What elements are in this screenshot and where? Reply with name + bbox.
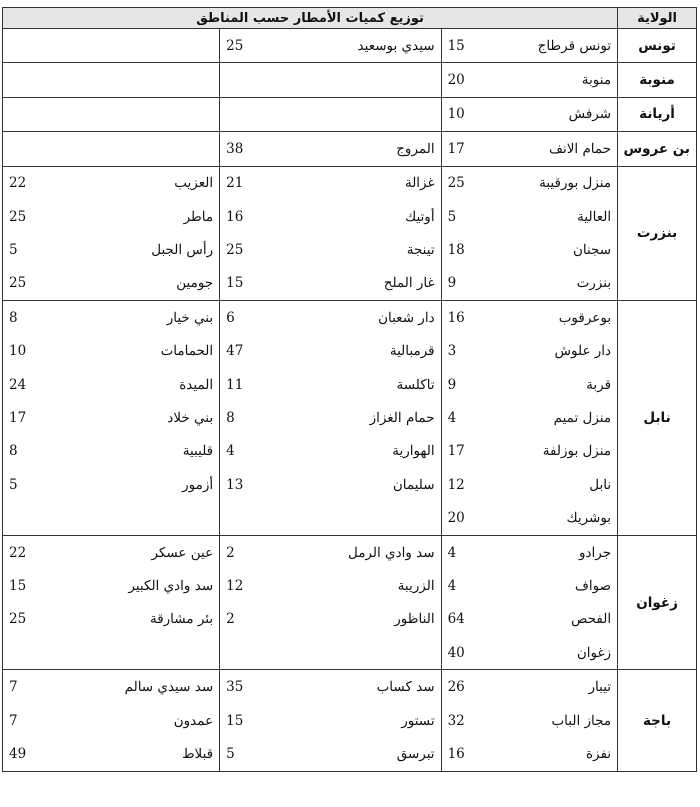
region-name: قربة bbox=[489, 368, 617, 401]
table-row bbox=[3, 200, 697, 233]
rainfall-value: 5 bbox=[3, 468, 51, 501]
rainfall-value: 6 bbox=[220, 301, 268, 335]
region-name: تونس قرطاج bbox=[489, 29, 617, 63]
rainfall-value: 49 bbox=[3, 737, 51, 771]
region-name: ماطر bbox=[51, 200, 220, 233]
region-name bbox=[51, 29, 220, 63]
region-name: غار الملح bbox=[268, 267, 441, 301]
table-row bbox=[3, 97, 697, 131]
table-row bbox=[3, 737, 697, 771]
rainfall-value bbox=[3, 132, 51, 166]
table-row bbox=[3, 704, 697, 737]
rainfall-value: 15 bbox=[220, 704, 268, 737]
rainfall-value bbox=[220, 63, 268, 97]
rainfall-value: 13 bbox=[220, 468, 268, 501]
rainfall-value: 16 bbox=[441, 737, 489, 771]
rainfall-value: 25 bbox=[220, 233, 268, 266]
rainfall-value: 15 bbox=[220, 267, 268, 301]
table-row bbox=[3, 435, 697, 468]
table-row bbox=[3, 267, 697, 301]
region-name bbox=[268, 501, 441, 535]
rainfall-value: 18 bbox=[441, 233, 489, 266]
governorate-cell: بنزرت bbox=[618, 166, 697, 301]
region-name: دار شعبان bbox=[268, 301, 441, 335]
governorate-cell: بن عروس bbox=[618, 132, 697, 166]
rainfall-value: 4 bbox=[441, 569, 489, 602]
region-name: نفزة bbox=[489, 737, 617, 771]
governorate-header: الولاية bbox=[618, 8, 697, 29]
region-name: سد كساب bbox=[268, 670, 441, 704]
rainfall-value: 5 bbox=[220, 737, 268, 771]
rainfall-value: 9 bbox=[441, 368, 489, 401]
region-name: الزريبة bbox=[268, 569, 441, 602]
region-name: صواف bbox=[489, 569, 617, 602]
region-name: الميدة bbox=[51, 368, 220, 401]
region-name: عين عسكر bbox=[51, 535, 220, 569]
region-name: منزل بوزلفة bbox=[489, 435, 617, 468]
region-name: سد سيدي سالم bbox=[51, 670, 220, 704]
rainfall-value: 47 bbox=[220, 335, 268, 368]
region-name: العالية bbox=[489, 200, 617, 233]
region-name bbox=[268, 636, 441, 670]
table-row bbox=[3, 401, 697, 434]
governorate-cell: منوبة bbox=[618, 63, 697, 97]
rainfall-value: 12 bbox=[441, 468, 489, 501]
region-name: أوتيك bbox=[268, 200, 441, 233]
region-name: تيبار bbox=[489, 670, 617, 704]
rainfall-value bbox=[3, 501, 51, 535]
region-name: بنزرت bbox=[489, 267, 617, 301]
region-name: عمدون bbox=[51, 704, 220, 737]
table-row bbox=[3, 132, 697, 166]
rainfall-value: 25 bbox=[3, 200, 51, 233]
region-name: منوبة bbox=[489, 63, 617, 97]
rainfall-value: 17 bbox=[441, 132, 489, 166]
region-name: الحمامات bbox=[51, 335, 220, 368]
region-name bbox=[268, 97, 441, 131]
region-name: شرفش bbox=[489, 97, 617, 131]
region-name: تبرسق bbox=[268, 737, 441, 771]
region-name bbox=[51, 501, 220, 535]
region-name: دار علوش bbox=[489, 335, 617, 368]
rainfall-value: 10 bbox=[3, 335, 51, 368]
region-name: العزيب bbox=[51, 166, 220, 200]
rainfall-value bbox=[220, 97, 268, 131]
rainfall-value: 21 bbox=[220, 166, 268, 200]
region-name: مجاز الباب bbox=[489, 704, 617, 737]
region-name: جومين bbox=[51, 267, 220, 301]
header-row bbox=[3, 8, 697, 29]
region-name: بوعرقوب bbox=[489, 301, 617, 335]
table-row bbox=[3, 301, 697, 335]
region-name: سليمان bbox=[268, 468, 441, 501]
region-name bbox=[51, 63, 220, 97]
rainfall-value: 17 bbox=[3, 401, 51, 434]
table-body bbox=[3, 29, 697, 772]
region-name: بني خيار bbox=[51, 301, 220, 335]
rainfall-value bbox=[3, 29, 51, 63]
region-name: سد وادي الكبير bbox=[51, 569, 220, 602]
rainfall-value: 5 bbox=[441, 200, 489, 233]
rainfall-value: 7 bbox=[3, 670, 51, 704]
governorate-cell: نابل bbox=[618, 301, 697, 536]
table-row bbox=[3, 368, 697, 401]
rainfall-value: 5 bbox=[3, 233, 51, 266]
region-name: تستور bbox=[268, 704, 441, 737]
rainfall-value: 22 bbox=[3, 166, 51, 200]
region-name: بئر مشارقة bbox=[51, 603, 220, 636]
rainfall-value: 20 bbox=[441, 63, 489, 97]
rainfall-value: 4 bbox=[441, 401, 489, 434]
rainfall-value: 16 bbox=[441, 301, 489, 335]
region-name: جرادو bbox=[489, 535, 617, 569]
table-row bbox=[3, 29, 697, 63]
rainfall-value: 25 bbox=[441, 166, 489, 200]
rainfall-table bbox=[2, 7, 697, 772]
table-row bbox=[3, 468, 697, 501]
rainfall-value: 8 bbox=[3, 435, 51, 468]
region-name: سيدي بوسعيد bbox=[268, 29, 441, 63]
rainfall-value: 15 bbox=[3, 569, 51, 602]
rainfall-value: 11 bbox=[220, 368, 268, 401]
region-name bbox=[51, 636, 220, 670]
region-name: غزالة bbox=[268, 166, 441, 200]
region-name: قليبية bbox=[51, 435, 220, 468]
table-row bbox=[3, 63, 697, 97]
region-name: قبلاط bbox=[51, 737, 220, 771]
rainfall-value bbox=[3, 636, 51, 670]
rainfall-value: 38 bbox=[220, 132, 268, 166]
rainfall-value: 64 bbox=[441, 603, 489, 636]
region-name: بوشريك bbox=[489, 501, 617, 535]
rainfall-value: 25 bbox=[220, 29, 268, 63]
rainfall-value: 25 bbox=[3, 267, 51, 301]
region-name bbox=[268, 63, 441, 97]
table-row bbox=[3, 501, 697, 535]
rainfall-value bbox=[220, 636, 268, 670]
rainfall-value: 4 bbox=[220, 435, 268, 468]
region-name: أزمور bbox=[51, 468, 220, 501]
region-name: الفحص bbox=[489, 603, 617, 636]
region-name bbox=[51, 132, 220, 166]
rainfall-value: 26 bbox=[441, 670, 489, 704]
rainfall-value: 10 bbox=[441, 97, 489, 131]
table-row bbox=[3, 603, 697, 636]
region-name: حمام الانف bbox=[489, 132, 617, 166]
region-name: سد وادي الرمل bbox=[268, 535, 441, 569]
rainfall-value: 3 bbox=[441, 335, 489, 368]
region-name: بني خلاد bbox=[51, 401, 220, 434]
rainfall-value: 22 bbox=[3, 535, 51, 569]
region-name: تاكلسة bbox=[268, 368, 441, 401]
rainfall-value: 17 bbox=[441, 435, 489, 468]
region-name: سجنان bbox=[489, 233, 617, 266]
governorate-cell: تونس bbox=[618, 29, 697, 63]
table-row bbox=[3, 233, 697, 266]
region-name: حمام الغزاز bbox=[268, 401, 441, 434]
rainfall-value: 4 bbox=[441, 535, 489, 569]
rainfall-value: 12 bbox=[220, 569, 268, 602]
region-name: تينجة bbox=[268, 233, 441, 266]
rainfall-value: 24 bbox=[3, 368, 51, 401]
region-name: منزل بورقيبة bbox=[489, 166, 617, 200]
rainfall-value: 9 bbox=[441, 267, 489, 301]
rainfall-value bbox=[3, 63, 51, 97]
rainfall-value bbox=[220, 501, 268, 535]
region-name: المروج bbox=[268, 132, 441, 166]
rainfall-value: 15 bbox=[441, 29, 489, 63]
table-row bbox=[3, 535, 697, 569]
rainfall-value: 2 bbox=[220, 535, 268, 569]
rainfall-value: 25 bbox=[3, 603, 51, 636]
region-name bbox=[51, 97, 220, 131]
region-name: منزل تميم bbox=[489, 401, 617, 434]
region-name: الهوارية bbox=[268, 435, 441, 468]
region-name: نابل bbox=[489, 468, 617, 501]
table-row bbox=[3, 670, 697, 704]
rainfall-value: 40 bbox=[441, 636, 489, 670]
rainfall-value: 2 bbox=[220, 603, 268, 636]
governorate-cell: زغوان bbox=[618, 535, 697, 670]
region-name: قرمبالية bbox=[268, 335, 441, 368]
rainfall-value: 16 bbox=[220, 200, 268, 233]
table-row bbox=[3, 335, 697, 368]
rainfall-value: 8 bbox=[3, 301, 51, 335]
rainfall-value: 32 bbox=[441, 704, 489, 737]
rainfall-value: 7 bbox=[3, 704, 51, 737]
rainfall-value: 20 bbox=[441, 501, 489, 535]
table-row bbox=[3, 636, 697, 670]
rainfall-value: 35 bbox=[220, 670, 268, 704]
table-row bbox=[3, 569, 697, 602]
governorate-cell: أريانة bbox=[618, 97, 697, 131]
region-name: رأس الجبل bbox=[51, 233, 220, 266]
region-name: الناظور bbox=[268, 603, 441, 636]
rainfall-value: 8 bbox=[220, 401, 268, 434]
table-title: توزيع كميات الأمطار حسب المناطق bbox=[3, 8, 618, 29]
table-row bbox=[3, 166, 697, 200]
rainfall-value bbox=[3, 97, 51, 131]
region-name: زغوان bbox=[489, 636, 617, 670]
governorate-cell: باجة bbox=[618, 670, 697, 771]
